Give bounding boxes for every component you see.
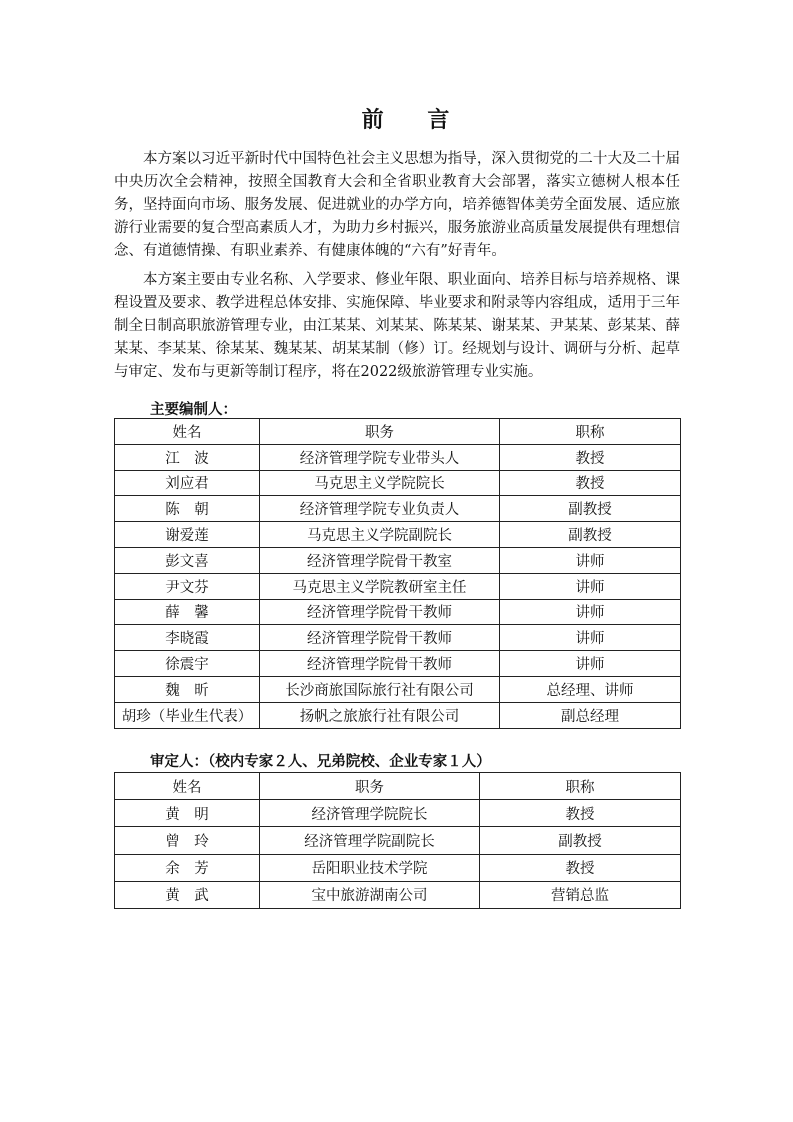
column-header-title: 职称 — [500, 419, 681, 445]
table-row — [115, 625, 681, 651]
table-row — [115, 573, 681, 599]
cell-position: 经济管理学院副院长 — [260, 827, 480, 854]
editors-label: 主要编制人： — [150, 401, 237, 418]
column-header-name: 姓名 — [115, 419, 260, 445]
column-header-position: 职务 — [260, 773, 480, 800]
cell-name: 陈 朝 — [115, 496, 260, 522]
column-header-name: 姓名 — [115, 773, 260, 800]
cell-title: 讲师 — [500, 599, 681, 625]
cell-name: 徐震宇 — [115, 651, 260, 677]
cell-name: 魏 昕 — [115, 676, 260, 702]
intro-paragraph-2: 本方案主要由专业名称、入学要求、修业年限、职业面向、培养目标与培养规格、课程设置及要求、教学进程总体安排、实施保障、毕业要求和附录等内容组成，适用于三年制全日制高职旅游管理专业，由江某某、刘某某、陈某某、谢某某、尹某某、彭某某、薛某某、李某某、徐某某、魏某某、胡某某制（修）订。经规划与设计、调研与分析、起草与审定、发布与更新等制订程序，将在2022级旅游管理专业实施。 — [114, 272, 680, 380]
cell-name: 薛 馨 — [115, 599, 260, 625]
page-title: 前 言 — [361, 107, 468, 133]
cell-title: 讲师 — [500, 651, 681, 677]
cell-title: 教授 — [480, 854, 681, 881]
cell-title: 讲师 — [500, 547, 681, 573]
table-header-row — [115, 419, 681, 445]
table-row — [115, 444, 681, 470]
cell-title: 副教授 — [480, 827, 681, 854]
cell-title: 总经理、讲师 — [500, 676, 681, 702]
cell-title: 教授 — [500, 470, 681, 496]
table-row — [115, 881, 681, 908]
table-row — [115, 651, 681, 677]
cell-position: 经济管理学院骨干教室 — [260, 547, 500, 573]
cell-title: 讲师 — [500, 625, 681, 651]
cell-title: 营销总监 — [480, 881, 681, 908]
table-row — [115, 676, 681, 702]
cell-title: 教授 — [480, 800, 681, 827]
editors-table — [114, 418, 681, 729]
cell-position: 经济管理学院骨干教师 — [260, 651, 500, 677]
cell-position: 长沙商旅国际旅行社有限公司 — [260, 676, 500, 702]
table-row — [115, 599, 681, 625]
cell-position: 经济管理学院院长 — [260, 800, 480, 827]
cell-position: 经济管理学院骨干教师 — [260, 625, 500, 651]
cell-name: 曾 玲 — [115, 827, 260, 854]
cell-name: 黄 武 — [115, 881, 260, 908]
column-header-title: 职称 — [480, 773, 681, 800]
column-header-position: 职务 — [260, 419, 500, 445]
table-row — [115, 496, 681, 522]
cell-position: 宝中旅游湖南公司 — [260, 881, 480, 908]
cell-name: 江 波 — [115, 444, 260, 470]
cell-position: 经济管理学院专业负责人 — [260, 496, 500, 522]
cell-name: 刘应君 — [115, 470, 260, 496]
table-row — [115, 522, 681, 548]
table-row — [115, 854, 681, 881]
cell-position: 马克思主义学院教研室主任 — [260, 573, 500, 599]
cell-name: 谢爱莲 — [115, 522, 260, 548]
cell-name: 彭文喜 — [115, 547, 260, 573]
cell-position: 经济管理学院专业带头人 — [260, 444, 500, 470]
intro-paragraph-1: 本方案以习近平新时代中国特色社会主义思想为指导，深入贯彻党的二十大及二十届中央历次全会精神，按照全国教育大会和全省职业教育大会部署，落实立德树人根本任务，坚持面向市场、服务发展、促进就业的办学方向，培养德智体美劳全面发展、适应旅游行业需要的复合型高素质人才，为助力乡村振兴，服务旅游业高质量发展提供有理想信念、有道德情操、有职业素养、有健康体魄的“六有”好青年。 — [114, 151, 680, 259]
table-row — [115, 547, 681, 573]
table-row — [115, 702, 681, 728]
cell-position: 岳阳职业技术学院 — [260, 854, 480, 881]
table-row — [115, 827, 681, 854]
cell-position: 扬帆之旅旅行社有限公司 — [260, 702, 500, 728]
cell-title: 副教授 — [500, 522, 681, 548]
cell-title: 讲师 — [500, 573, 681, 599]
table-header-row — [115, 773, 681, 800]
table-row — [115, 800, 681, 827]
cell-name: 尹文芬 — [115, 573, 260, 599]
table-row — [115, 470, 681, 496]
cell-title: 副总经理 — [500, 702, 681, 728]
cell-name: 李晓霞 — [115, 625, 260, 651]
reviewers-label: 审定人：（校内专家２人、兄弟院校、企业专家１人） — [150, 753, 491, 770]
cell-name: 胡珍（毕业生代表） — [115, 702, 260, 728]
cell-position: 马克思主义学院院长 — [260, 470, 500, 496]
cell-position: 马克思主义学院副院长 — [260, 522, 500, 548]
cell-position: 经济管理学院骨干教师 — [260, 599, 500, 625]
cell-name: 黄 明 — [115, 800, 260, 827]
reviewers-table — [114, 772, 681, 909]
cell-name: 余 芳 — [115, 854, 260, 881]
cell-title: 副教授 — [500, 496, 681, 522]
cell-title: 教授 — [500, 444, 681, 470]
